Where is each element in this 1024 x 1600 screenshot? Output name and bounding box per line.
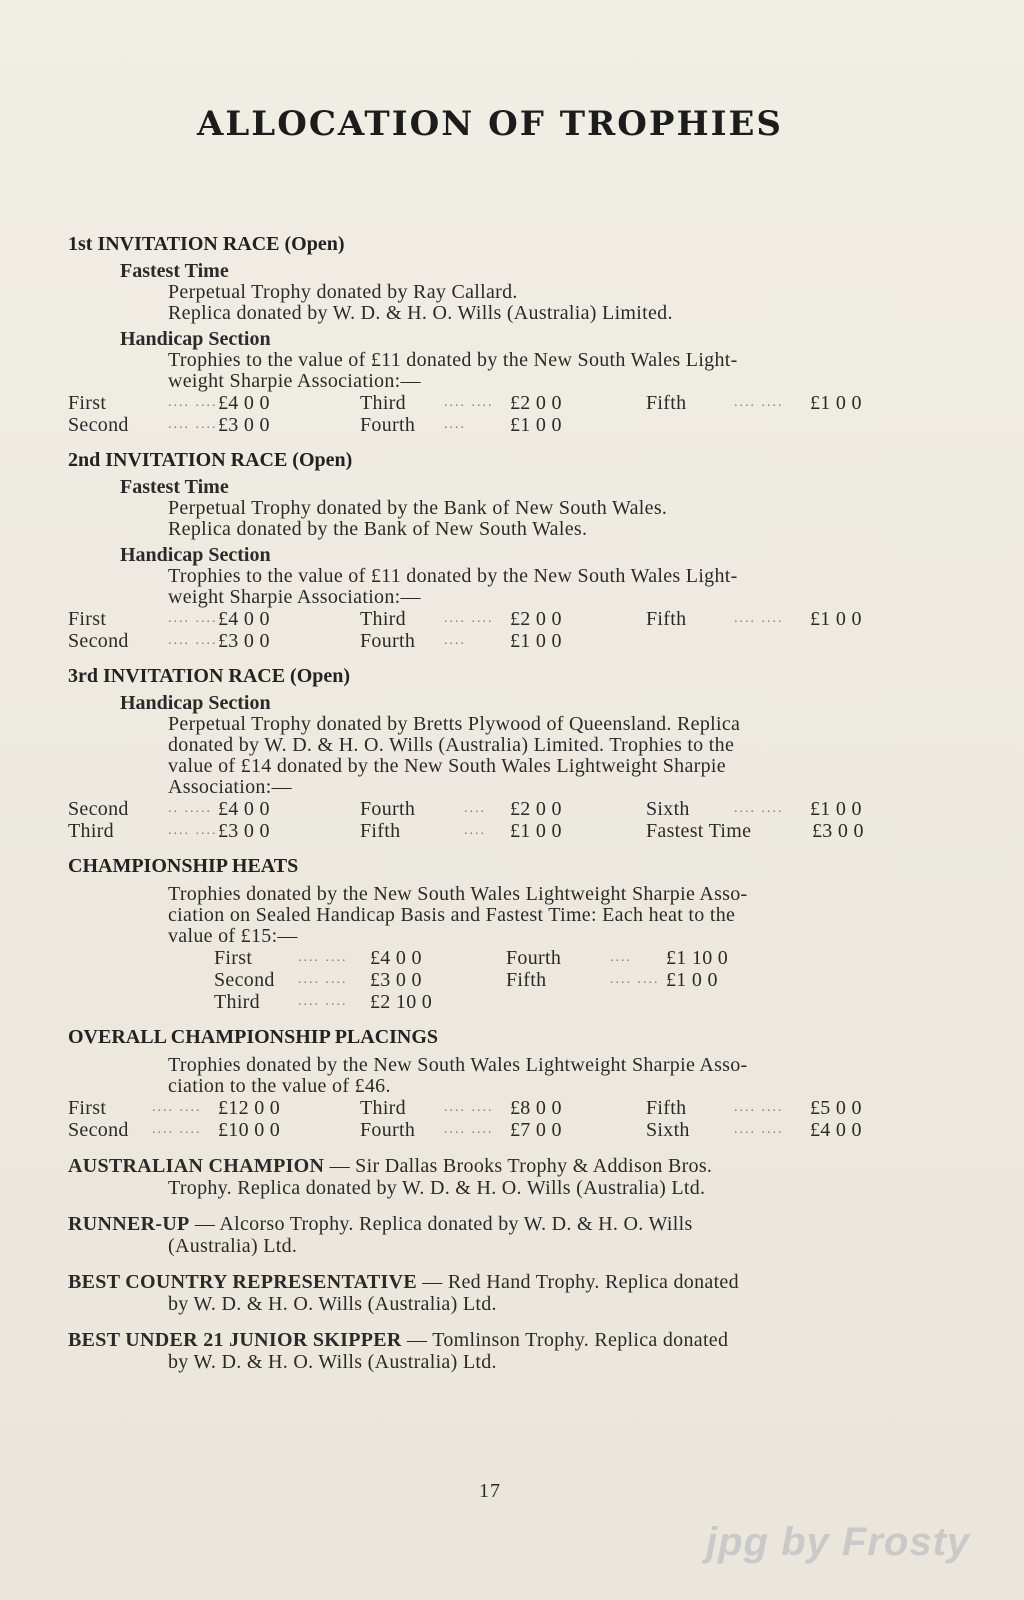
leader-dots: .... .... <box>152 1100 202 1115</box>
prize-amount: £1 10 0 <box>666 947 729 969</box>
prize-label: Fourth <box>506 947 562 969</box>
leader-dots: .... <box>444 417 466 432</box>
prize-amount: £4 0 0 <box>218 798 270 820</box>
award-line2: by W. D. & H. O. Wills (Australia) Ltd. <box>168 1293 497 1315</box>
prize-label: Fifth <box>360 820 401 842</box>
overall-text-line1: Trophies donated by the New South Wales Lightweight Sharpie Asso- <box>168 1054 748 1076</box>
race2-section <box>68 448 914 652</box>
prize-amount: £1 0 0 <box>810 608 862 630</box>
prize-label: Fifth <box>506 969 547 991</box>
prize-amount: £2 0 0 <box>510 392 562 414</box>
prize-label: Third <box>68 820 114 842</box>
prize-amount: £2 10 0 <box>370 991 433 1013</box>
prize-item <box>68 392 360 414</box>
overall-heading: OVERALL CHAMPIONSHIP PLACINGS <box>68 1026 439 1048</box>
prize-row <box>68 392 914 414</box>
race3-heading: 3rd INVITATION RACE (Open) <box>68 665 351 687</box>
race2-fastest-heading: Fastest Time <box>120 476 229 498</box>
prize-label: First <box>214 947 253 969</box>
prize-label: Second <box>68 798 129 820</box>
prize-label: Third <box>360 608 406 630</box>
overall-text-line2: ciation to the value of £46. <box>168 1075 391 1097</box>
prize-row <box>68 820 914 842</box>
prize-amount: £2 0 0 <box>510 798 562 820</box>
award-line2: Trophy. Replica donated by W. D. & H. O. Wills (Australia) Ltd. <box>168 1177 706 1199</box>
prize-label: Fourth <box>360 1119 416 1141</box>
prize-item <box>646 1119 862 1141</box>
prize-item <box>360 1119 646 1141</box>
prize-item <box>68 1097 360 1119</box>
award-runner-up <box>68 1213 914 1257</box>
prize-amount: £2 0 0 <box>510 608 562 630</box>
heats-text-line1: Trophies donated by the New South Wales Lightweight Sharpie Asso- <box>168 883 748 905</box>
prize-label: Third <box>214 991 260 1013</box>
prize-row <box>68 414 914 436</box>
leader-dots: .... .... <box>734 1122 784 1137</box>
prize-item <box>214 991 506 1013</box>
leader-dots: .... .... <box>734 1100 784 1115</box>
prize-label: Sixth <box>646 1119 690 1141</box>
prize-item <box>646 820 864 842</box>
page-number: 17 <box>479 1480 501 1502</box>
prize-item <box>646 608 862 630</box>
leader-dots: .... .... <box>168 633 218 648</box>
prize-amount: £10 0 0 <box>218 1119 281 1141</box>
award-line1: — Red Hand Trophy. Replica donated <box>416 1271 739 1293</box>
leader-dots: .... .... <box>734 395 784 410</box>
award-line1: — Tomlinson Trophy. Replica donated <box>401 1329 729 1351</box>
award-best-country <box>68 1271 914 1315</box>
award-line1: — Alcorso Trophy. Replica donated by W. D. & H. O. Wills <box>189 1213 693 1235</box>
award-heading: BEST UNDER 21 JUNIOR SKIPPER <box>68 1329 402 1351</box>
prize-amount: £1 0 0 <box>810 798 862 820</box>
prize-item <box>646 1097 862 1119</box>
awards-section <box>68 1155 914 1373</box>
prize-item <box>68 1119 360 1141</box>
race3-section <box>68 664 914 842</box>
prize-row <box>68 608 914 630</box>
prize-item <box>360 820 646 842</box>
leader-dots: .... .... <box>168 417 218 432</box>
race2-handicap-line1: Trophies to the value of £11 donated by the New South Wales Light- <box>168 565 738 587</box>
prize-item <box>68 608 360 630</box>
race3-handicap-heading: Handicap Section <box>120 692 271 714</box>
page-title: ALLOCATION OF TROPHIES <box>197 104 783 144</box>
prize-row <box>214 969 914 991</box>
award-line1: — Sir Dallas Brooks Trophy & Addison Bros. <box>324 1155 713 1177</box>
prize-label: Fourth <box>360 798 416 820</box>
race1-fastest-line2: Replica donated by W. D. & H. O. Wills (Australia) Limited. <box>168 302 673 324</box>
prize-row <box>68 630 914 652</box>
leader-dots: .... .... <box>444 611 494 626</box>
award-line2: (Australia) Ltd. <box>168 1235 298 1257</box>
heats-text-line3: value of £15:— <box>168 925 298 947</box>
award-australian-champion <box>68 1155 914 1199</box>
award-heading: RUNNER-UP <box>68 1213 190 1235</box>
heats-text-line2: ciation on Sealed Handicap Basis and Fastest Time: Each heat to the <box>168 904 736 926</box>
race1-handicap-line1: Trophies to the value of £11 donated by the New South Wales Light- <box>168 349 738 371</box>
prize-item <box>68 798 360 820</box>
leader-dots: .... .... <box>444 1100 494 1115</box>
prize-item <box>506 947 728 969</box>
prize-item <box>68 820 360 842</box>
prize-item <box>214 969 506 991</box>
race3-text-line1: Perpetual Trophy donated by Bretts Plywood of Queensland. Replica <box>168 713 741 735</box>
prize-row <box>214 991 914 1013</box>
prize-label: Fifth <box>646 392 687 414</box>
overall-section <box>68 1025 914 1141</box>
prize-amount: £1 0 0 <box>666 969 718 991</box>
prize-label: Second <box>68 1119 129 1141</box>
race1-handicap-heading: Handicap Section <box>120 328 271 350</box>
prize-item <box>646 798 862 820</box>
prize-amount: £3 0 0 <box>218 630 270 652</box>
prize-item <box>360 414 646 436</box>
leader-dots: .... .... <box>298 950 348 965</box>
leader-dots: .. ..... <box>168 801 212 816</box>
prize-label: Second <box>68 630 129 652</box>
race1-fastest-line1: Perpetual Trophy donated by Ray Callard. <box>168 281 518 303</box>
prize-amount: £8 0 0 <box>510 1097 562 1119</box>
prize-item <box>360 608 646 630</box>
prize-label: Fastest Time <box>646 820 752 842</box>
leader-dots: .... .... <box>444 1122 494 1137</box>
race2-fastest-line1: Perpetual Trophy donated by the Bank of New South Wales. <box>168 497 668 519</box>
leader-dots: .... .... <box>298 972 348 987</box>
award-heading: AUSTRALIAN CHAMPION <box>68 1155 325 1177</box>
prize-item <box>360 630 646 652</box>
prize-amount: £3 0 0 <box>370 969 422 991</box>
prize-label: First <box>68 392 107 414</box>
prize-row <box>68 798 914 820</box>
prize-label: Fifth <box>646 1097 687 1119</box>
award-line2: by W. D. & H. O. Wills (Australia) Ltd. <box>168 1351 497 1373</box>
heats-heading: CHAMPIONSHIP HEATS <box>68 855 299 877</box>
race3-text-line2: donated by W. D. & H. O. Wills (Australia) Limited. Trophies to the <box>168 734 735 756</box>
leader-dots: .... .... <box>610 972 660 987</box>
prize-amount: £3 0 0 <box>218 820 270 842</box>
race2-handicap-heading: Handicap Section <box>120 544 271 566</box>
prize-label: Second <box>68 414 129 436</box>
prize-amount: £1 0 0 <box>510 820 562 842</box>
race2-fastest-line2: Replica donated by the Bank of New South Wales. <box>168 518 588 540</box>
prize-item <box>646 392 862 414</box>
leader-dots: .... .... <box>168 611 218 626</box>
prize-item <box>214 947 506 969</box>
prize-item <box>506 969 718 991</box>
prize-label: Third <box>360 1097 406 1119</box>
prize-amount: £4 0 0 <box>370 947 422 969</box>
prize-item <box>360 1097 646 1119</box>
race3-text-line4: Association:— <box>168 776 292 798</box>
race2-handicap-line2: weight Sharpie Association:— <box>168 586 421 608</box>
race3-text-line3: value of £14 donated by the New South Wales Lightweight Sharpie <box>168 755 726 777</box>
prize-amount: £7 0 0 <box>510 1119 562 1141</box>
prize-item <box>360 392 646 414</box>
prize-amount: £1 0 0 <box>810 392 862 414</box>
prize-amount: £5 0 0 <box>810 1097 862 1119</box>
leader-dots: .... .... <box>152 1122 202 1137</box>
prize-label: Fourth <box>360 630 416 652</box>
prize-row <box>214 947 914 969</box>
prize-row <box>68 1097 914 1119</box>
leader-dots: .... .... <box>168 823 218 838</box>
leader-dots: .... <box>610 950 632 965</box>
prize-amount: £4 0 0 <box>218 392 270 414</box>
leader-dots: .... .... <box>168 395 218 410</box>
race1-heading: 1st INVITATION RACE (Open) <box>68 233 345 255</box>
prize-label: Second <box>214 969 275 991</box>
heats-section <box>68 854 914 1013</box>
watermark: jpg by Frosty <box>706 1520 971 1564</box>
leader-dots: .... <box>444 633 466 648</box>
prize-label: First <box>68 608 107 630</box>
prize-label: Sixth <box>646 798 690 820</box>
race1-section <box>68 232 914 436</box>
leader-dots: .... .... <box>444 395 494 410</box>
prize-label: Fourth <box>360 414 416 436</box>
award-junior-skipper <box>68 1329 914 1373</box>
prize-amount: £3 0 0 <box>812 820 864 842</box>
leader-dots: .... .... <box>298 994 348 1009</box>
race2-heading: 2nd INVITATION RACE (Open) <box>68 449 353 471</box>
leader-dots: .... .... <box>734 801 784 816</box>
prize-amount: £1 0 0 <box>510 414 562 436</box>
prize-amount: £1 0 0 <box>510 630 562 652</box>
leader-dots: .... <box>464 801 486 816</box>
award-heading: BEST COUNTRY REPRESENTATIVE <box>68 1271 417 1293</box>
prize-label: Third <box>360 392 406 414</box>
prize-item <box>68 630 360 652</box>
race1-handicap-line2: weight Sharpie Association:— <box>168 370 421 392</box>
prize-item <box>68 414 360 436</box>
leader-dots: .... <box>464 823 486 838</box>
prize-item <box>360 798 646 820</box>
prize-amount: £4 0 0 <box>218 608 270 630</box>
race1-fastest-heading: Fastest Time <box>120 260 229 282</box>
prize-amount: £4 0 0 <box>810 1119 862 1141</box>
prize-amount: £12 0 0 <box>218 1097 281 1119</box>
prize-amount: £3 0 0 <box>218 414 270 436</box>
prize-label: Fifth <box>646 608 687 630</box>
leader-dots: .... .... <box>734 611 784 626</box>
prize-label: First <box>68 1097 107 1119</box>
prize-row <box>68 1119 914 1141</box>
heats-prizes <box>214 947 914 1013</box>
content <box>68 232 914 1373</box>
